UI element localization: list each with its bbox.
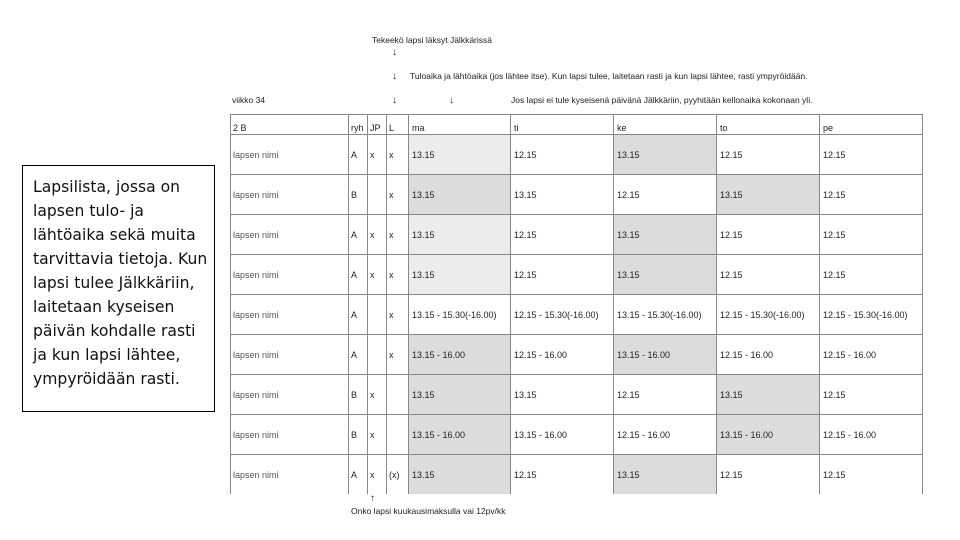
- homework-mark: x: [368, 415, 387, 455]
- payment-mark: [387, 415, 409, 455]
- child-name: lapsen nimi: [231, 415, 349, 455]
- arrow-down-icon: ↓: [392, 47, 397, 58]
- wednesday-time: 13.15: [614, 135, 717, 175]
- group: A: [349, 255, 368, 295]
- friday-time: 12.15: [820, 455, 923, 495]
- week-label: viikko 34: [232, 95, 266, 105]
- wednesday-time: 12.15: [614, 175, 717, 215]
- wednesday-time: 13.15 - 15.30(-16.00): [614, 295, 717, 335]
- tuesday-time: 12.15: [511, 255, 614, 295]
- monday-time: 13.15: [409, 375, 511, 415]
- group: A: [349, 335, 368, 375]
- payment-mark: x: [387, 215, 409, 255]
- arrow-down-icon: ↓: [449, 95, 454, 106]
- wednesday-time: 13.15: [614, 215, 717, 255]
- friday-time: 12.15 - 16.00: [820, 335, 923, 375]
- friday-time: 12.15: [820, 255, 923, 295]
- thursday-time: 13.15 - 16.00: [717, 415, 820, 455]
- tuesday-time: 12.15: [511, 455, 614, 495]
- tuesday-header: ti: [511, 115, 614, 135]
- table-row: [231, 295, 923, 335]
- wednesday-time: 13.15: [614, 255, 717, 295]
- tuesday-time: 13.15: [511, 175, 614, 215]
- group: A: [349, 215, 368, 255]
- friday-time: 12.15: [820, 375, 923, 415]
- child-name: lapsen nimi: [231, 335, 349, 375]
- wednesday-time: 13.15: [614, 455, 717, 495]
- header-row: [231, 115, 923, 135]
- child-name: lapsen nimi: [231, 375, 349, 415]
- table-row: [231, 175, 923, 215]
- group: A: [349, 135, 368, 175]
- thursday-time: 12.15: [717, 215, 820, 255]
- arrival-departure-note: Tuloaika ja lähtöaika (jos lähtee itse). Kun lapsi tulee, laitetaan rasti ja kun lapsi lähtee, rasti ympyröidään.: [410, 71, 808, 81]
- tuesday-time: 12.15: [511, 215, 614, 255]
- thursday-time: 12.15: [717, 455, 820, 495]
- child-name: lapsen nimi: [231, 135, 349, 175]
- homework-mark: x: [368, 135, 387, 175]
- thursday-header: to: [717, 115, 820, 135]
- payment-mark: x: [387, 255, 409, 295]
- friday-time: 12.15: [820, 215, 923, 255]
- wednesday-time: 12.15: [614, 375, 717, 415]
- group-header: ryh: [349, 115, 368, 135]
- payment-mark: x: [387, 295, 409, 335]
- monday-header: ma: [409, 115, 511, 135]
- homework-header: JP: [368, 115, 387, 135]
- child-name: lapsen nimi: [231, 295, 349, 335]
- child-name: lapsen nimi: [231, 215, 349, 255]
- homework-mark: x: [368, 375, 387, 415]
- group: B: [349, 415, 368, 455]
- payment-mark: x: [387, 135, 409, 175]
- wednesday-time: 12.15 - 16.00: [614, 415, 717, 455]
- table-row: [231, 415, 923, 455]
- friday-time: 12.15: [820, 135, 923, 175]
- table-row: [231, 335, 923, 375]
- monday-time: 13.15: [409, 255, 511, 295]
- homework-mark: [368, 175, 387, 215]
- table-row: [231, 255, 923, 295]
- friday-header: pe: [820, 115, 923, 135]
- tuesday-time: 13.15: [511, 375, 614, 415]
- thursday-time: 12.15 - 16.00: [717, 335, 820, 375]
- group: A: [349, 295, 368, 335]
- arrow-down-icon: ↓: [392, 95, 397, 106]
- tuesday-time: 13.15 - 16.00: [511, 415, 614, 455]
- homework-mark: x: [368, 455, 387, 495]
- thursday-time: 13.15: [717, 175, 820, 215]
- group: A: [349, 455, 368, 495]
- child-name: lapsen nimi: [231, 175, 349, 215]
- payment-mark: x: [387, 175, 409, 215]
- thursday-time: 13.15: [717, 375, 820, 415]
- thursday-time: 12.15 - 15.30(-16.00): [717, 295, 820, 335]
- tuesday-time: 12.15: [511, 135, 614, 175]
- group: B: [349, 175, 368, 215]
- homework-mark: [368, 295, 387, 335]
- homework-question: Tekeekö lapsi läksyt Jälkkärissä: [372, 35, 492, 45]
- monday-time: 13.15 - 15.30(-16.00): [409, 295, 511, 335]
- friday-time: 12.15 - 16.00: [820, 415, 923, 455]
- thursday-time: 12.15: [717, 135, 820, 175]
- wednesday-header: ke: [614, 115, 717, 135]
- tuesday-time: 12.15 - 15.30(-16.00): [511, 295, 614, 335]
- tuesday-time: 12.15 - 16.00: [511, 335, 614, 375]
- monday-time: 13.15: [409, 455, 511, 495]
- payment-mark: [387, 375, 409, 415]
- friday-time: 12.15 - 15.30(-16.00): [820, 295, 923, 335]
- absence-note: Jos lapsi ei tule kyseisenä päivänä Jälkkäriin, pyyhitään kellonaika kokonaan yli.: [511, 95, 813, 105]
- table-row: [231, 375, 923, 415]
- homework-mark: x: [368, 215, 387, 255]
- explanation-callout: Lapsilista, jossa on lapsen tulo- ja lähtöaika sekä muita tarvittavia tietoja. Kun lapsi tulee Jälkkäriin, laitetaan kyseisen päivän kohdalle rasti ja kun lapsi lähtee, ympyröidään rasti.: [22, 165, 215, 412]
- payment-question: Onko lapsi kuukausimaksulla vai 12pv/kk: [351, 506, 506, 516]
- homework-mark: [368, 335, 387, 375]
- table-row: [231, 455, 923, 495]
- thursday-time: 12.15: [717, 255, 820, 295]
- group: B: [349, 375, 368, 415]
- payment-mark: (x): [387, 455, 409, 495]
- child-name: lapsen nimi: [231, 255, 349, 295]
- class-header: 2 B: [231, 115, 349, 135]
- attendance-table: [230, 114, 923, 494]
- homework-mark: x: [368, 255, 387, 295]
- wednesday-time: 13.15 - 16.00: [614, 335, 717, 375]
- payment-header: L: [387, 115, 409, 135]
- monday-time: 13.15: [409, 135, 511, 175]
- payment-mark: x: [387, 335, 409, 375]
- monday-time: 13.15 - 16.00: [409, 335, 511, 375]
- monday-time: 13.15: [409, 215, 511, 255]
- friday-time: 12.15: [820, 175, 923, 215]
- table-row: [231, 215, 923, 255]
- arrow-down-icon: ↓: [392, 71, 397, 82]
- monday-time: 13.15 - 16.00: [409, 415, 511, 455]
- child-name: lapsen nimi: [231, 455, 349, 495]
- arrow-up-icon: ↑: [370, 493, 375, 504]
- table-row: [231, 135, 923, 175]
- monday-time: 13.15: [409, 175, 511, 215]
